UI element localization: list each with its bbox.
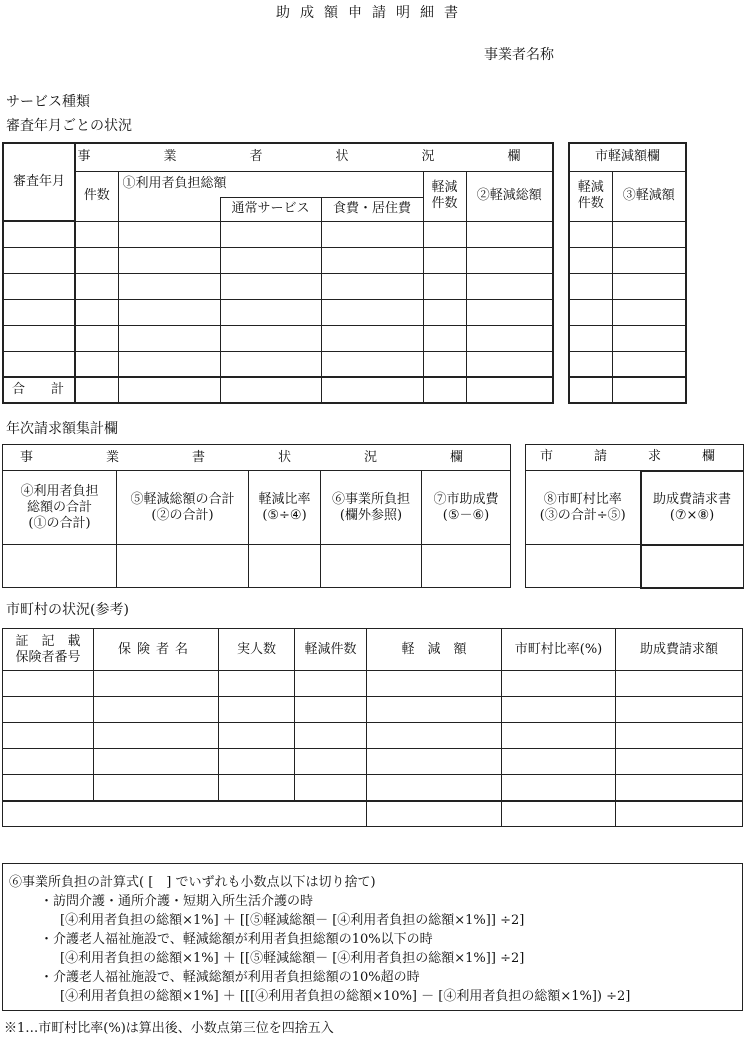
municipal-ratio-header: ⑧市町村比率 (③の合計÷⑤)	[526, 471, 641, 545]
reduction-count-header: 軽減件数	[423, 171, 466, 221]
office-name-label: 事業者名称	[484, 47, 554, 63]
normal-service-header: 通常サービス	[220, 197, 321, 221]
formula-case-3-expr: [④利用者負担の総額×1%] ＋ [[[④利用者負担の総額×10%] － [④利用者負担の総額×1%]) ÷2]	[60, 989, 631, 1004]
insurer-name-header: 保険者名	[94, 629, 219, 671]
user-burden-sum-header: ④利用者負担 総額の合計 (①の合計)	[3, 471, 117, 545]
city-claim-table	[525, 444, 744, 589]
municipal-ratio-pct-header: 市町村比率(%)	[502, 629, 616, 671]
count-header: 件数	[75, 171, 118, 221]
footnote: ※1…市町村比率(%)は算出後、小数点第三位を四捨五入	[4, 1021, 334, 1036]
city-claim-header: 市 請 求 欄	[526, 445, 744, 471]
review-month-header: 審査年月	[3, 143, 75, 221]
city-reduction-header: 市軽減額欄	[569, 143, 686, 171]
formula-heading: ⑥事業所負担の計算式( [ ] でいずれも小数点以下は切り捨て)	[9, 875, 376, 890]
reduction-amount-header: 軽 減 額	[367, 629, 502, 671]
actual-people-header: 実人数	[219, 629, 295, 671]
office-burden-header: ⑥事業所負担 (欄外参照)	[321, 471, 422, 545]
formula-case-3: ・介護老人福祉施設で、軽減総額が利用者負担総額の10%超の時	[40, 970, 420, 985]
city-reduction-table	[568, 142, 687, 404]
formula-case-2: ・介護老人福祉施設で、軽減総額が利用者負担総額の10%以下の時	[40, 932, 433, 947]
formula-case-1-expr: [④利用者負担の総額×1%] ＋ [[⑤軽減総額－ [④利用者負担の総額×1%]] ÷2]	[60, 913, 525, 928]
monthly-status-label: 審査年月ごとの状況	[6, 118, 132, 134]
reduction-ratio-header: 軽減比率 (⑤÷④)	[249, 471, 321, 545]
city-subsidy-header: ⑦市助成費 (⑤－⑥)	[422, 471, 511, 545]
annual-business-header: 事 業 書 状 況 欄	[3, 445, 511, 471]
annual-claim-label: 年次請求額集計欄	[6, 421, 118, 437]
subsidy-claim-amount-header: 助成費請求額	[616, 629, 743, 671]
subsidy-claim-header: 助成費請求書 (⑦×⑧)	[641, 471, 744, 545]
monthly-status-table	[2, 142, 554, 404]
page-title: 助成額申請明細書	[276, 5, 468, 21]
food-residence-header: 食費・居住費	[321, 197, 423, 221]
formula-case-1: ・訪問介護・通所介護・短期入所生活介護の時	[40, 894, 314, 909]
business-status-header: 事 業 者 状 況 欄	[75, 143, 553, 171]
user-burden-total-header: ①利用者負担総額	[118, 171, 423, 197]
reduction-count-header-2: 軽減件数	[295, 629, 367, 671]
total-row-label: 合 計	[3, 377, 75, 403]
municipal-status-table	[2, 628, 743, 827]
city-reduction-count-header: 軽減件数	[569, 171, 612, 221]
city-reduction-amount-header: ③軽減額	[612, 171, 686, 221]
reduction-total-header: ②軽減総額	[466, 171, 553, 221]
service-type-label: サービス種類	[6, 94, 90, 110]
insurer-number-header: 証 記 載 保険者番号	[3, 629, 94, 671]
municipal-status-label: 市町村の状況(参考)	[6, 602, 129, 618]
formula-case-2-expr: [④利用者負担の総額×1%] ＋ [[⑤軽減総額－ [④利用者負担の総額×1%]] ÷2]	[60, 951, 525, 966]
annual-business-table	[2, 444, 511, 588]
reduction-total-sum-header: ⑤軽減総額の合計 (②の合計)	[117, 471, 249, 545]
